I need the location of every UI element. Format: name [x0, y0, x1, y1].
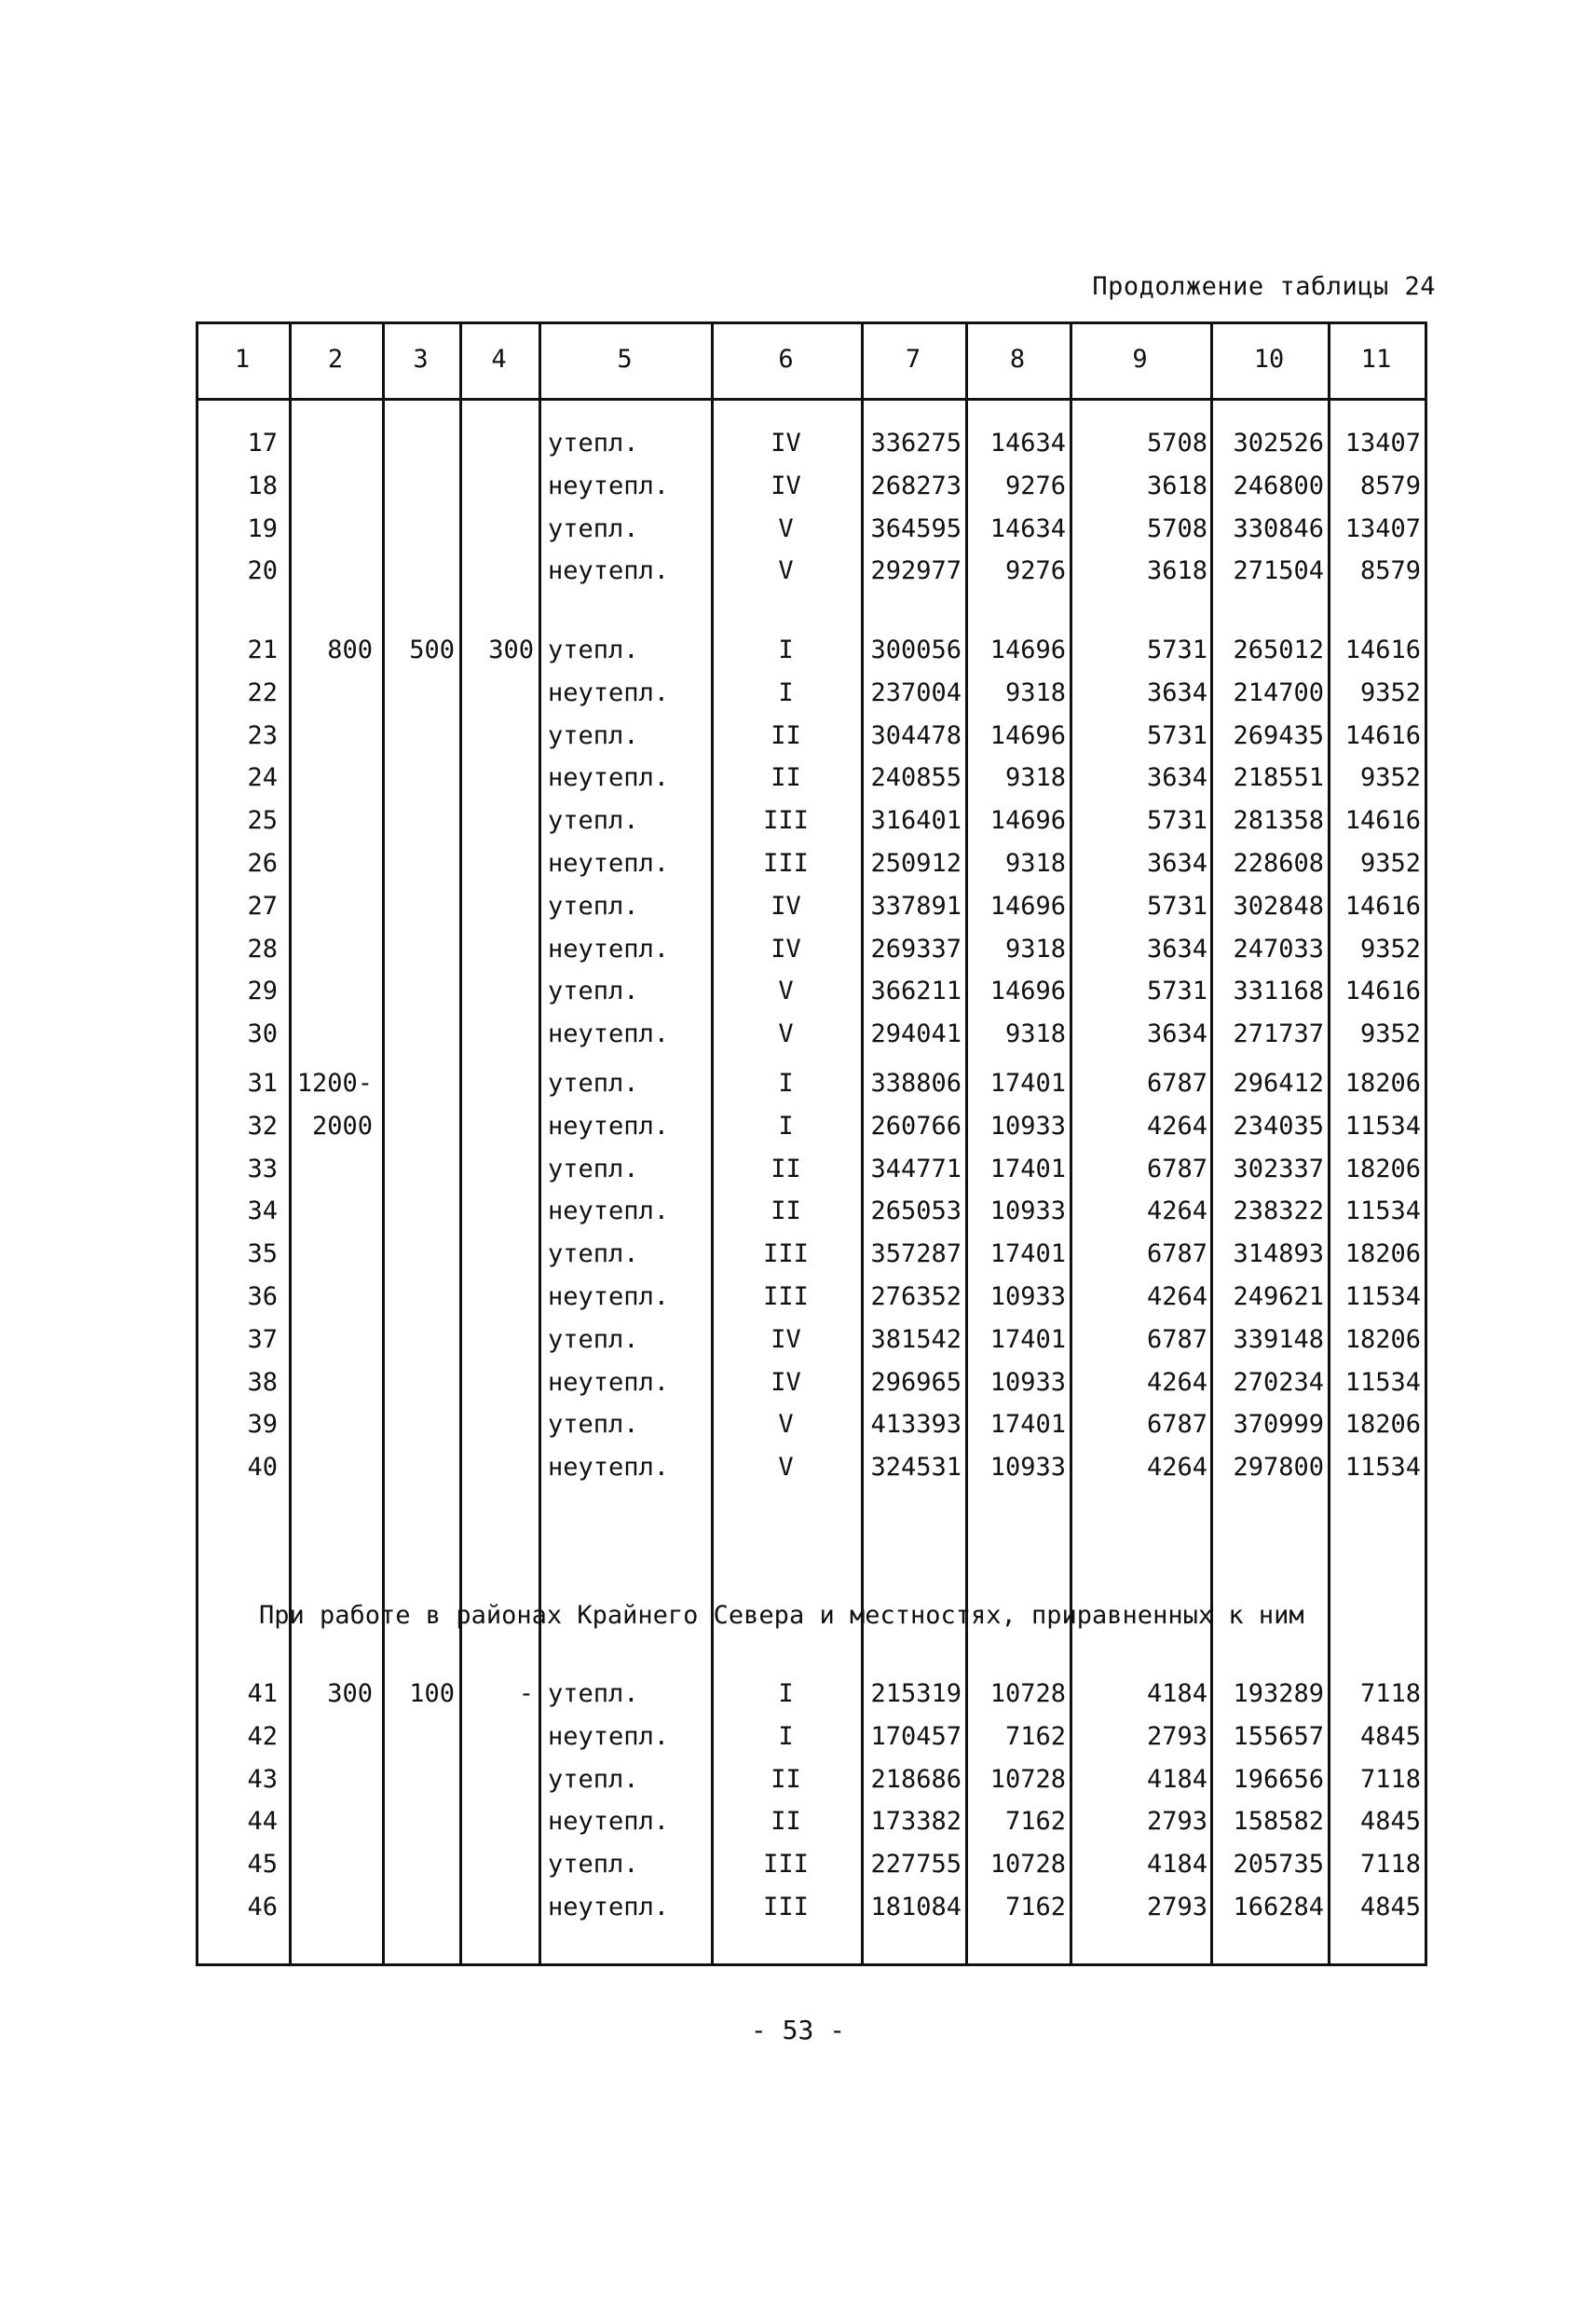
table-cell: 166284 — [1233, 1893, 1324, 1921]
table-cell: 205735 — [1233, 1850, 1324, 1880]
table-cell: 300 — [327, 1679, 373, 1708]
table-cell: 5708 — [1146, 429, 1207, 458]
table-cell: II — [771, 720, 801, 750]
table-cell: 46 — [247, 1893, 278, 1921]
table-row — [196, 1319, 1427, 1361]
table-cell: 170457 — [870, 1721, 962, 1751]
table-cell: утепл. — [548, 1069, 639, 1098]
table-cell: 4264 — [1146, 1367, 1207, 1397]
table-cell: 2793 — [1146, 1721, 1207, 1751]
table-cell: 155657 — [1233, 1721, 1324, 1751]
table-cell: неутепл. — [548, 1453, 670, 1483]
table-cell: 5731 — [1146, 806, 1207, 836]
table-cell: 271737 — [1233, 1019, 1324, 1049]
table-cell: 6787 — [1146, 1239, 1207, 1269]
table-cell: 9352 — [1359, 934, 1421, 964]
table-cell: 271504 — [1233, 556, 1324, 586]
table-cell: 42 — [247, 1721, 278, 1751]
header-cell: 3 — [413, 345, 429, 374]
table-cell: 11534 — [1344, 1197, 1421, 1226]
table-cell: 32 — [247, 1111, 278, 1141]
table-row — [196, 1105, 1427, 1148]
table-cell: 10728 — [989, 1850, 1066, 1880]
table-row — [196, 885, 1427, 928]
table-row — [196, 422, 1427, 465]
table-cell: 364595 — [870, 513, 962, 543]
table-cell: 3618 — [1146, 556, 1207, 586]
table-cell: утепл. — [548, 1679, 639, 1708]
table-row — [196, 550, 1427, 593]
table-cell: I — [778, 1069, 794, 1098]
table-cell: 260766 — [870, 1111, 962, 1141]
table-cell: 9276 — [1004, 556, 1066, 586]
table-cell: V — [778, 977, 794, 1006]
table-cell: 196656 — [1233, 1764, 1324, 1794]
table-cell: 339148 — [1233, 1324, 1324, 1354]
table-cell: утепл. — [548, 429, 639, 458]
table-cell: 6787 — [1146, 1154, 1207, 1183]
table-cell: 100 — [409, 1679, 455, 1708]
table-cell: 18206 — [1344, 1324, 1421, 1354]
table-cell: 9352 — [1359, 763, 1421, 793]
table-cell: 27 — [247, 891, 278, 921]
table-cell: 6787 — [1146, 1324, 1207, 1354]
table-cell: 281358 — [1233, 806, 1324, 836]
table-cell: V — [778, 1453, 794, 1483]
table-cell: 270234 — [1233, 1367, 1324, 1397]
header-cell: 8 — [1009, 345, 1026, 374]
table-row — [196, 1148, 1427, 1191]
table-cell: 238322 — [1233, 1197, 1324, 1226]
table-cell: 11534 — [1344, 1367, 1421, 1397]
table-row — [196, 1013, 1427, 1056]
table-cell: неутепл. — [548, 677, 670, 707]
table-cell: 4264 — [1146, 1453, 1207, 1483]
header-cell: 2 — [327, 345, 344, 374]
table-cell: 227755 — [870, 1850, 962, 1880]
table-cell: 336275 — [870, 429, 962, 458]
header-row — [196, 338, 1427, 381]
table-cell: 39 — [247, 1410, 278, 1440]
table-cell: неутепл. — [548, 934, 670, 964]
table-cell: III — [763, 1239, 809, 1269]
table-cell: 14616 — [1344, 636, 1421, 664]
table-cell: 14634 — [989, 513, 1066, 543]
table-cell: утепл. — [548, 977, 639, 1006]
table-cell: 269435 — [1233, 720, 1324, 750]
table-cell: 10933 — [989, 1453, 1066, 1483]
table-cell: 296412 — [1233, 1069, 1324, 1098]
table-cell: 234035 — [1233, 1111, 1324, 1141]
table-cell: 1200- — [296, 1069, 373, 1098]
table-cell: 413393 — [870, 1410, 962, 1440]
table-row — [196, 672, 1427, 715]
table-cell: 4184 — [1146, 1850, 1207, 1880]
table-cell: 17401 — [989, 1324, 1066, 1354]
table-cell: IV — [771, 934, 801, 964]
data-table — [196, 321, 1427, 1966]
table-cell: 370999 — [1233, 1410, 1324, 1440]
table-cell: утепл. — [548, 1410, 639, 1440]
table-cell: 4845 — [1359, 1893, 1421, 1921]
table-cell: 18206 — [1344, 1239, 1421, 1269]
table-cell: 14634 — [989, 429, 1066, 458]
table-cell: 3634 — [1146, 849, 1207, 878]
table-cell: 330846 — [1233, 513, 1324, 543]
table-cell: III — [763, 806, 809, 836]
table-cell: неутепл. — [548, 556, 670, 586]
table-row — [196, 1190, 1427, 1233]
table-cell: неутепл. — [548, 1197, 670, 1226]
table-cell: 2793 — [1146, 1893, 1207, 1921]
table-cell: 25 — [247, 806, 278, 836]
table-cell: 4264 — [1146, 1197, 1207, 1226]
table-cell: 9276 — [1004, 471, 1066, 500]
table-row — [196, 757, 1427, 800]
table-cell: 11534 — [1344, 1453, 1421, 1483]
table-cell: 158582 — [1233, 1807, 1324, 1837]
table-bottom-border — [196, 1963, 1427, 1966]
table-cell: 3618 — [1146, 471, 1207, 500]
header-cell: 5 — [617, 345, 633, 374]
table-cell: 4264 — [1146, 1111, 1207, 1141]
table-cell: утепл. — [548, 1239, 639, 1269]
table-row — [196, 508, 1427, 551]
table-cell: 18 — [247, 471, 278, 500]
table-row — [196, 629, 1427, 672]
table-cell: 6787 — [1146, 1069, 1207, 1098]
table-cell: 324531 — [870, 1453, 962, 1483]
table-cell: 17401 — [989, 1239, 1066, 1269]
table-row — [196, 1716, 1427, 1758]
table-cell: 6787 — [1146, 1410, 1207, 1440]
table-cell: II — [771, 1807, 801, 1837]
table-cell: IV — [771, 429, 801, 458]
table-cell: 3634 — [1146, 677, 1207, 707]
table-cell: 36 — [247, 1282, 278, 1311]
table-cell: 8579 — [1359, 471, 1421, 500]
table-cell: неутепл. — [548, 1019, 670, 1049]
table-cell: IV — [771, 471, 801, 500]
table-cell: 33 — [247, 1154, 278, 1183]
table-cell: IV — [771, 1324, 801, 1354]
table-cell: V — [778, 1410, 794, 1440]
table-cell: 5731 — [1146, 891, 1207, 921]
section-label: При работе в районах Крайнего Севера и местностях, приравненных к ним — [259, 1601, 1304, 1630]
table-cell: 302526 — [1233, 429, 1324, 458]
table-cell: 292977 — [870, 556, 962, 586]
table-cell: 249621 — [1233, 1282, 1324, 1311]
table-cell: II — [771, 1197, 801, 1226]
table-cell: 43 — [247, 1764, 278, 1794]
table-row — [196, 1800, 1427, 1843]
table-cell: III — [763, 1282, 809, 1311]
table-cell: 9352 — [1359, 677, 1421, 707]
table-cell: 5731 — [1146, 720, 1207, 750]
table-cell: 9318 — [1004, 934, 1066, 964]
table-cell: 173382 — [870, 1807, 962, 1837]
table-row — [196, 465, 1427, 508]
table-cell: 215319 — [870, 1679, 962, 1708]
table-cell: I — [778, 1721, 794, 1751]
table-cell: 9352 — [1359, 1019, 1421, 1049]
table-cell: 19 — [247, 513, 278, 543]
table-cell: 20 — [247, 556, 278, 586]
table-cell: 18206 — [1344, 1154, 1421, 1183]
table-cell: 246800 — [1233, 471, 1324, 500]
table-cell: неутепл. — [548, 849, 670, 878]
table-cell: 268273 — [870, 471, 962, 500]
table-row — [196, 1403, 1427, 1446]
table-cell: 4845 — [1359, 1721, 1421, 1751]
table-cell: утепл. — [548, 1324, 639, 1354]
table-cell: 3634 — [1146, 934, 1207, 964]
table-cell: 381542 — [870, 1324, 962, 1354]
table-row — [196, 1062, 1427, 1105]
table-cell: 28 — [247, 934, 278, 964]
table-cell: неутепл. — [548, 763, 670, 793]
table-cell: 40 — [247, 1453, 278, 1483]
header-cell: 10 — [1253, 345, 1285, 374]
table-cell: I — [778, 636, 794, 664]
table-cell: 11534 — [1344, 1111, 1421, 1141]
table-cell: 4184 — [1146, 1764, 1207, 1794]
table-cell: 17401 — [989, 1154, 1066, 1183]
table-cell: V — [778, 1019, 794, 1049]
table-cell: 14616 — [1344, 806, 1421, 836]
table-cell: 9352 — [1359, 849, 1421, 878]
table-cell: 3634 — [1146, 763, 1207, 793]
table-cell: 10933 — [989, 1282, 1066, 1311]
table-cell: 26 — [247, 849, 278, 878]
table-cell: 9318 — [1004, 1019, 1066, 1049]
header-cell: 9 — [1132, 345, 1148, 374]
table-cell: 7162 — [1004, 1893, 1066, 1921]
table-cell: 37 — [247, 1324, 278, 1354]
table-cell: 31 — [247, 1069, 278, 1098]
table-cell: 297800 — [1233, 1453, 1324, 1483]
table-cell: 296965 — [870, 1367, 962, 1397]
table-cell: III — [763, 849, 809, 878]
table-row — [196, 1758, 1427, 1801]
table-cell: 218551 — [1233, 763, 1324, 793]
table-cell: 14616 — [1344, 891, 1421, 921]
table-cell: 7118 — [1359, 1679, 1421, 1708]
page-number: - 53 - — [750, 2015, 846, 2045]
table-cell: 17401 — [989, 1410, 1066, 1440]
table-row — [196, 1843, 1427, 1886]
table-cell: 45 — [247, 1850, 278, 1880]
table-cell: 18206 — [1344, 1410, 1421, 1440]
header-cell: 7 — [905, 345, 921, 374]
table-cell: 331168 — [1233, 977, 1324, 1006]
table-cell: 30 — [247, 1019, 278, 1049]
header-cell: 11 — [1360, 345, 1392, 374]
table-cell: III — [763, 1893, 809, 1921]
table-cell: 18206 — [1344, 1069, 1421, 1098]
table-cell: 7118 — [1359, 1764, 1421, 1794]
table-cell: 300056 — [870, 636, 962, 664]
table-cell: 10728 — [989, 1679, 1066, 1708]
table-cell: утепл. — [548, 891, 639, 921]
table-cell: 7118 — [1359, 1850, 1421, 1880]
table-cell: неутепл. — [548, 1111, 670, 1141]
table-cell: неутепл. — [548, 1282, 670, 1311]
table-cell: 7162 — [1004, 1807, 1066, 1837]
table-cell: утепл. — [548, 806, 639, 836]
table-cell: 9318 — [1004, 849, 1066, 878]
table-cell: 17401 — [989, 1069, 1066, 1098]
table-cell: 302337 — [1233, 1154, 1324, 1183]
table-cell: 38 — [247, 1367, 278, 1397]
table-row — [196, 1446, 1427, 1489]
table-cell: 13407 — [1344, 429, 1421, 458]
table-cell: II — [771, 1154, 801, 1183]
table-cell: 14696 — [989, 806, 1066, 836]
table-cell: 218686 — [870, 1764, 962, 1794]
table-cell: 269337 — [870, 934, 962, 964]
table-cell: 304478 — [870, 720, 962, 750]
table-cell: I — [778, 677, 794, 707]
table-cell: 10933 — [989, 1111, 1066, 1141]
table-cell: 10933 — [989, 1197, 1066, 1226]
table-cell: IV — [771, 891, 801, 921]
table-cell: утепл. — [548, 1764, 639, 1794]
table-cell: 214700 — [1233, 677, 1324, 707]
table-cell: 265053 — [870, 1197, 962, 1226]
table-cell: 4264 — [1146, 1282, 1207, 1311]
table-cell: 34 — [247, 1197, 278, 1226]
table-cell: 23 — [247, 720, 278, 750]
table-cell: 338806 — [870, 1069, 962, 1098]
table-cell: 237004 — [870, 677, 962, 707]
table-cell: 9318 — [1004, 677, 1066, 707]
table-cell: 7162 — [1004, 1721, 1066, 1751]
table-cell: 4845 — [1359, 1807, 1421, 1837]
table-cell: 17 — [247, 429, 278, 458]
table-cell: утепл. — [548, 1154, 639, 1183]
table-cell: 5731 — [1146, 636, 1207, 664]
table-cell: утепл. — [548, 1850, 639, 1880]
table-cell: 800 — [327, 636, 373, 664]
table-cell: 2793 — [1146, 1807, 1207, 1837]
table-cell: 21 — [247, 636, 278, 664]
table-cell: 29 — [247, 977, 278, 1006]
table-cell: 8579 — [1359, 556, 1421, 586]
table-cell: 10728 — [989, 1764, 1066, 1794]
table-cell: 366211 — [870, 977, 962, 1006]
table-cell: 357287 — [870, 1239, 962, 1269]
table-cell: 240855 — [870, 763, 962, 793]
table-cell: I — [778, 1679, 794, 1708]
table-row — [196, 715, 1427, 758]
table-cell: 316401 — [870, 806, 962, 836]
table-cell: 294041 — [870, 1019, 962, 1049]
table-cell: 9318 — [1004, 763, 1066, 793]
table-cell: 14616 — [1344, 977, 1421, 1006]
table-top-border — [196, 321, 1427, 324]
table-cell: 314893 — [1233, 1239, 1324, 1269]
table-cell: неутепл. — [548, 1893, 670, 1921]
header-bottom-border — [196, 398, 1427, 401]
table-cell: неутепл. — [548, 1807, 670, 1837]
table-cell: 500 — [409, 636, 455, 664]
table-cell: 14696 — [989, 891, 1066, 921]
table-cell: 276352 — [870, 1282, 962, 1311]
table-row — [196, 1361, 1427, 1404]
table-cell: 5731 — [1146, 977, 1207, 1006]
table-cell: 14616 — [1344, 720, 1421, 750]
table-cell: 13407 — [1344, 513, 1421, 543]
table-cell: 302848 — [1233, 891, 1324, 921]
table-cell: 344771 — [870, 1154, 962, 1183]
table-cell: II — [771, 1764, 801, 1794]
table-row — [196, 970, 1427, 1013]
table-cell: 41 — [247, 1679, 278, 1708]
table-cell: 44 — [247, 1807, 278, 1837]
table-cell: 265012 — [1233, 636, 1324, 664]
table-cell: неутепл. — [548, 1721, 670, 1751]
table-cell: 10933 — [989, 1367, 1066, 1397]
table-row — [196, 1276, 1427, 1319]
table-cell: 24 — [247, 763, 278, 793]
table-cell: 2000 — [311, 1111, 373, 1141]
table-cell: 14696 — [989, 977, 1066, 1006]
table-row — [196, 842, 1427, 885]
table-row — [196, 928, 1427, 971]
table-cell: 228608 — [1233, 849, 1324, 878]
table-cell: 14696 — [989, 720, 1066, 750]
table-cell: 5708 — [1146, 513, 1207, 543]
table-row — [196, 1233, 1427, 1276]
table-cell: утепл. — [548, 720, 639, 750]
table-row — [196, 800, 1427, 842]
table-cell: 247033 — [1233, 934, 1324, 964]
table-cell: I — [778, 1111, 794, 1141]
table-cell: 3634 — [1146, 1019, 1207, 1049]
table-cell: 337891 — [870, 891, 962, 921]
header-cell: 6 — [778, 345, 794, 374]
table-cell: V — [778, 513, 794, 543]
table-row — [196, 1886, 1427, 1929]
table-cell: утепл. — [548, 636, 639, 664]
table-cell: II — [771, 763, 801, 793]
table-cell: 35 — [247, 1239, 278, 1269]
table-cell: неутепл. — [548, 471, 670, 500]
table-cell: 300 — [488, 636, 534, 664]
table-cell: 193289 — [1233, 1679, 1324, 1708]
table-cell: 14696 — [989, 636, 1066, 664]
table-cell: утепл. — [548, 513, 639, 543]
table-cell: III — [763, 1850, 809, 1880]
table-cell: 250912 — [870, 849, 962, 878]
table-caption: Продолжение таблицы 24 — [1092, 272, 1436, 301]
table-cell: 181084 — [870, 1893, 962, 1921]
table-cell: 4184 — [1146, 1679, 1207, 1708]
header-cell: 4 — [491, 345, 507, 374]
table-cell: - — [518, 1679, 534, 1708]
table-cell: 11534 — [1344, 1282, 1421, 1311]
table-cell: V — [778, 556, 794, 586]
table-cell: 22 — [247, 677, 278, 707]
table-cell: неутепл. — [548, 1367, 670, 1397]
header-cell: 1 — [234, 345, 251, 374]
table-row — [196, 1673, 1427, 1716]
table-cell: IV — [771, 1367, 801, 1397]
